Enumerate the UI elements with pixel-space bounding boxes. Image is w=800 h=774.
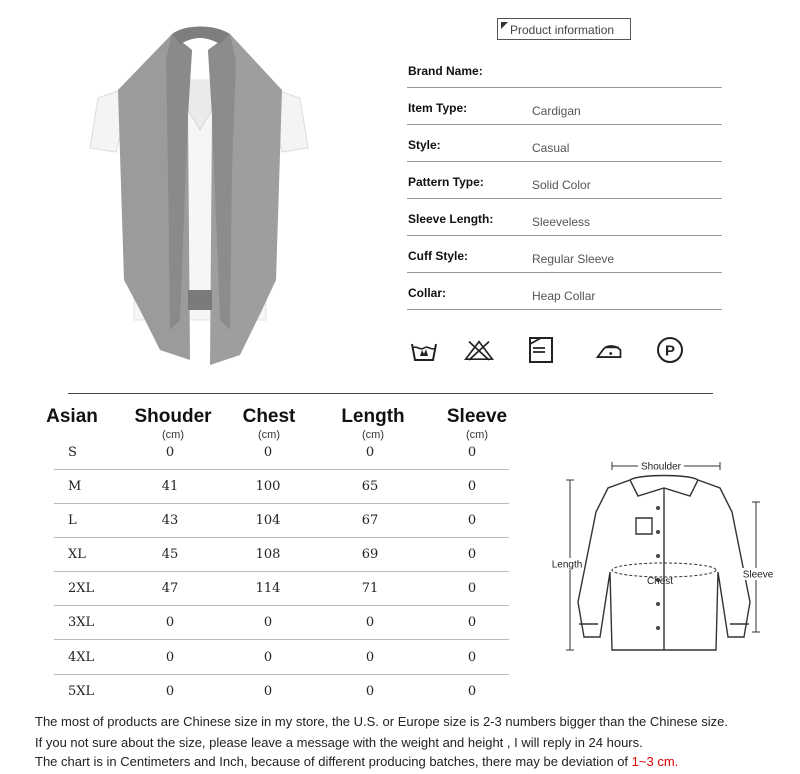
table-cell: 100 bbox=[255, 479, 281, 494]
attribute-key: Style: bbox=[408, 138, 441, 152]
measurement-diagram bbox=[548, 452, 778, 662]
header-chest: Chest bbox=[242, 406, 296, 427]
attribute-row bbox=[407, 161, 722, 199]
table-cell: 104 bbox=[255, 513, 281, 528]
label-sleeve: Sleeve bbox=[742, 569, 774, 581]
table-cell: 0 bbox=[467, 615, 477, 630]
table-cell: 0 bbox=[467, 479, 477, 494]
attribute-row bbox=[407, 124, 722, 162]
table-row bbox=[54, 617, 509, 640]
label-shoulder: Shoulder bbox=[640, 461, 682, 473]
header-length: Length bbox=[341, 406, 405, 427]
table-cell: 0 bbox=[165, 445, 175, 460]
line-dry-icon bbox=[527, 336, 557, 364]
table-cell: 0 bbox=[365, 615, 375, 630]
size-label: 3XL bbox=[68, 615, 95, 630]
table-row bbox=[54, 515, 509, 538]
attribute-key: Sleeve Length: bbox=[408, 212, 494, 226]
attribute-row bbox=[407, 50, 722, 88]
table-cell: 0 bbox=[467, 684, 477, 699]
attribute-key: Cuff Style: bbox=[408, 249, 468, 263]
do-not-bleach-icon bbox=[464, 336, 494, 364]
table-cell: 71 bbox=[361, 581, 379, 596]
attribute-row bbox=[407, 235, 722, 273]
table-cell: 0 bbox=[165, 684, 175, 699]
table-cell: 69 bbox=[361, 547, 379, 562]
unit-shoulder: (cm) bbox=[162, 429, 184, 441]
attribute-row bbox=[407, 272, 722, 310]
table-row bbox=[54, 583, 509, 606]
table-cell: 0 bbox=[263, 684, 273, 699]
attribute-key: Collar: bbox=[408, 286, 447, 300]
header-shoulder: Shouder bbox=[134, 406, 212, 427]
note-line-2: If you not sure about the size, please leave a message with the weight and height , I will reply in 24 hours. bbox=[35, 735, 643, 750]
table-cell: 0 bbox=[165, 650, 175, 665]
note-line-3 bbox=[35, 754, 678, 769]
label-chest: Chest bbox=[646, 576, 674, 587]
table-cell: 0 bbox=[263, 445, 273, 460]
note-line-1: The most of products are Chinese size in my store, the U.S. or Europe size is 2-3 numbers bigger than the Chinese size. bbox=[35, 714, 728, 729]
table-cell: 0 bbox=[365, 445, 375, 460]
attribute-value: Sleeveless bbox=[532, 215, 591, 229]
table-row bbox=[54, 447, 509, 470]
unit-sleeve: (cm) bbox=[466, 429, 488, 441]
table-cell: 0 bbox=[263, 615, 273, 630]
iron-low-icon bbox=[594, 336, 624, 364]
deviation-highlight: 1~3 cm. bbox=[631, 754, 679, 769]
table-cell: 0 bbox=[263, 650, 273, 665]
table-cell: 0 bbox=[365, 684, 375, 699]
table-cell: 0 bbox=[467, 581, 477, 596]
attribute-row bbox=[407, 198, 722, 236]
table-cell: 67 bbox=[361, 513, 379, 528]
table-cell: 47 bbox=[161, 581, 179, 596]
table-cell: 65 bbox=[361, 479, 379, 494]
product-info-title: Product information bbox=[510, 23, 615, 37]
table-row bbox=[54, 549, 509, 572]
attribute-key: Brand Name: bbox=[408, 64, 483, 78]
header-sleeve: Sleeve bbox=[446, 406, 508, 427]
attribute-value: Solid Color bbox=[532, 178, 591, 192]
table-cell: 0 bbox=[467, 513, 477, 528]
corner-mark-icon bbox=[501, 22, 508, 29]
size-label: 2XL bbox=[68, 581, 95, 596]
hand-wash-icon bbox=[409, 336, 439, 364]
attribute-value: Cardigan bbox=[532, 104, 581, 118]
attribute-value: Regular Sleeve bbox=[532, 252, 615, 266]
size-label: M bbox=[68, 479, 82, 494]
unit-chest: (cm) bbox=[258, 429, 280, 441]
svg-text:P: P bbox=[664, 342, 676, 360]
table-cell: 0 bbox=[467, 547, 477, 562]
table-cell: 43 bbox=[161, 513, 179, 528]
table-row bbox=[54, 652, 509, 675]
attribute-value: Heap Collar bbox=[532, 289, 596, 303]
attribute-key: Pattern Type: bbox=[408, 175, 484, 189]
dry-clean-p-icon bbox=[655, 336, 685, 364]
label-length: Length bbox=[551, 559, 583, 571]
table-cell: 0 bbox=[467, 445, 477, 460]
table-row bbox=[54, 686, 509, 708]
size-label: XL bbox=[68, 547, 86, 562]
attribute-key: Item Type: bbox=[408, 101, 468, 115]
table-cell: 108 bbox=[255, 547, 281, 562]
table-cell: 0 bbox=[365, 650, 375, 665]
table-cell: 114 bbox=[255, 581, 281, 596]
attribute-row bbox=[407, 87, 722, 125]
note-line-3-text: The chart is in Centimeters and Inch, because of different producing batches, there may be deviation of bbox=[35, 754, 632, 769]
size-label: L bbox=[68, 513, 77, 528]
product-photo bbox=[80, 20, 320, 370]
table-row bbox=[54, 481, 509, 504]
header-asian: Asian bbox=[46, 406, 98, 427]
table-cell: 0 bbox=[467, 650, 477, 665]
size-label: S bbox=[68, 445, 77, 460]
table-cell: 0 bbox=[165, 615, 175, 630]
size-label: 5XL bbox=[68, 684, 95, 699]
table-cell: 45 bbox=[161, 547, 179, 562]
product-info-header bbox=[497, 18, 631, 40]
attribute-value: Casual bbox=[532, 141, 570, 155]
section-divider bbox=[68, 393, 713, 394]
table-cell: 41 bbox=[161, 479, 179, 494]
unit-length: (cm) bbox=[362, 429, 384, 441]
size-label: 4XL bbox=[68, 650, 95, 665]
